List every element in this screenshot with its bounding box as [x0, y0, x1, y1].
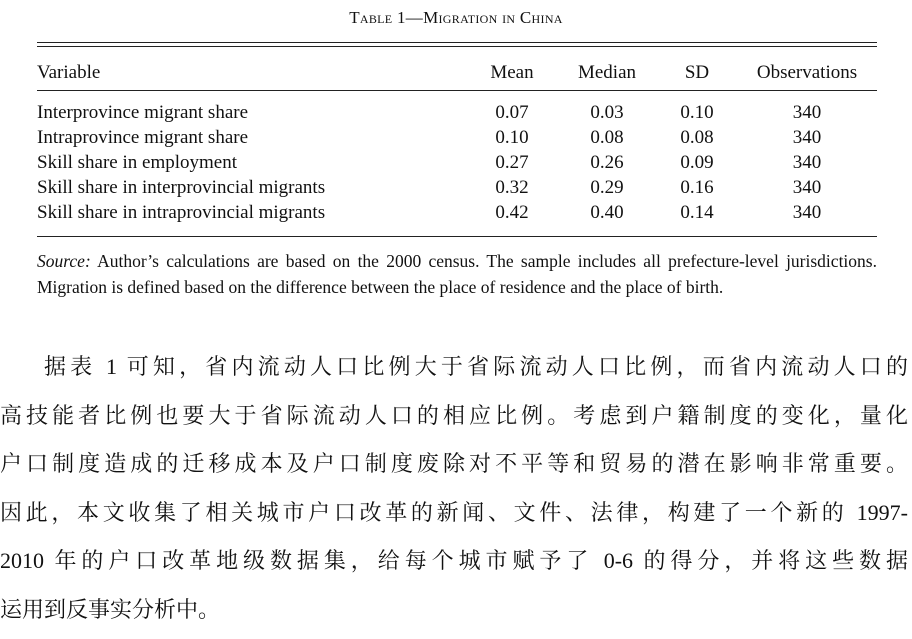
- cell-observations: 340: [792, 201, 822, 223]
- body-paragraph: [0, 347, 908, 639]
- paragraph-line: 户口制度造成的迁移成本及户口制度废除对不平等和贸易的潜在影响非常重要。: [0, 451, 908, 477]
- cell-median: 0.26: [590, 151, 624, 173]
- table-row: [37, 125, 877, 150]
- bottom-rule: [37, 236, 877, 237]
- cell-observations: 340: [792, 101, 822, 123]
- table-row: [37, 90, 877, 125]
- cell-variable: Skill share in interprovincial migrants: [37, 176, 326, 198]
- cell-observations: 340: [792, 151, 822, 173]
- cell-median: 0.08: [590, 126, 624, 148]
- cell-mean: 0.42: [495, 201, 529, 223]
- cell-mean: 0.27: [495, 151, 529, 173]
- paragraph-line: 运用到反事实分析中。: [0, 596, 221, 622]
- source-text: Author’s calculations are based on the 2000 census. The sample includes all prefecture-level jurisdictions. Migration is defined based on the difference between the place of residence and the place of birth.: [37, 251, 877, 297]
- cell-median: 0.29: [590, 176, 624, 198]
- paragraph-line: 高技能者比例也要大于省际流动人口的相应比例。考虑到户籍制度的变化，量化: [0, 402, 908, 428]
- source-label: Source:: [37, 251, 91, 271]
- table-row: [37, 150, 877, 175]
- cell-variable: Skill share in intraprovincial migrants: [37, 201, 326, 223]
- cell-observations: 340: [792, 126, 822, 148]
- header-observations: Observations: [756, 62, 858, 83]
- table-row: [37, 200, 877, 225]
- cell-sd: 0.14: [680, 201, 714, 223]
- cell-median: 0.40: [590, 201, 624, 223]
- header-variable: Variable: [37, 62, 101, 83]
- cell-median: 0.03: [590, 101, 624, 123]
- paragraph-line: 据表 1 可知，省内流动人口比例大于省际流动人口比例，而省内流动人口的: [44, 354, 908, 379]
- cell-sd: 0.10: [680, 101, 714, 123]
- header-median: Median: [577, 62, 637, 83]
- cell-sd: 0.16: [680, 176, 714, 198]
- cell-sd: 0.08: [680, 126, 714, 148]
- table-title: Table 1—Migration in China: [349, 8, 563, 27]
- paragraph-line: 因此，本文收集了相关城市户口改革的新闻、文件、法律，构建了一个新的 1997-: [0, 499, 908, 525]
- header-sd: SD: [684, 62, 710, 83]
- top-rule: [37, 42, 877, 43]
- migration-table: [37, 56, 877, 225]
- table-row: [37, 175, 877, 200]
- header-mean: Mean: [490, 62, 534, 83]
- cell-sd: 0.09: [680, 151, 714, 173]
- cell-variable: Skill share in employment: [37, 151, 238, 173]
- cell-observations: 340: [792, 176, 822, 198]
- table-source-note: [37, 249, 877, 300]
- cell-mean: 0.10: [495, 126, 529, 148]
- cell-variable: Interprovince migrant share: [37, 101, 249, 123]
- cell-variable: Intraprovince migrant share: [37, 126, 249, 148]
- cell-mean: 0.07: [495, 101, 529, 123]
- paragraph-line: 2010 年的户口改革地级数据集，给每个城市赋予了 0-6 的得分，并将这些数据: [0, 548, 908, 574]
- table-header-row: [37, 56, 877, 90]
- top-rule-double: [37, 46, 877, 47]
- cell-mean: 0.32: [495, 176, 529, 198]
